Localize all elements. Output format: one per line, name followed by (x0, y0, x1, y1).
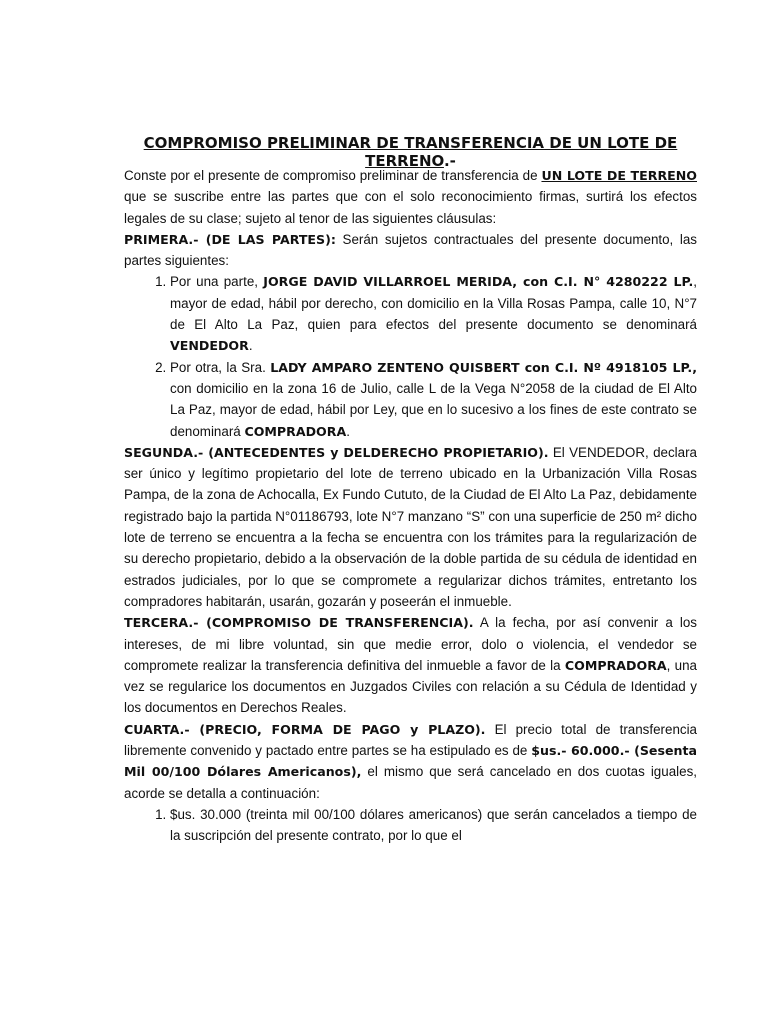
clause-primera (124, 229, 697, 272)
party-2-name: LADY AMPARO ZENTENO QUISBERT con C.I. Nº 4918105 LP., (270, 359, 698, 375)
clause-tercera-text-1: A la fecha, por así convenir a los intereses, de mi libre voluntad, sin que medie error, dolo o violencia, el vendedor se compromete realizar la transferencia definitiva del inmueble a favor de la (124, 615, 698, 673)
clause-cuarta-heading: CUARTA.- (PRECIO, FORMA DE PAGO y PLAZO). (124, 721, 486, 737)
party-1-text-2: , mayor de edad, hábil por derecho, con domicilio en la Villa Rosas Pampa, calle 10, N°7 de El Alto La Paz, quien para efectos del presente documento se denominará (170, 274, 697, 333)
party-1-text-3: . (248, 338, 253, 354)
list-item (170, 271, 697, 356)
intro-text-1: Conste por el presente de compromiso preliminar de transferencia de (124, 168, 542, 183)
intro-emphasis: UN LOTE DE TERRENO (541, 168, 697, 183)
party-2-text-3: . (346, 423, 350, 439)
clause-segunda-heading: SEGUNDA.- (ANTECEDENTES y DELDERECHO PROPIETARIO). (124, 444, 549, 460)
clause-tercera-emphasis: COMPRADORA (564, 657, 667, 673)
clause-tercera (124, 612, 697, 718)
clause-primera-text: Serán sujetos contractuales del presente documento, las partes siguientes: (124, 231, 697, 269)
parties-list (124, 271, 697, 441)
clause-cuarta-text-1: El precio total de transferencia libremente convenido y pactado entre partes se ha estipulado es de (124, 721, 698, 759)
clause-segunda-text: El VENDEDOR, declara ser único y legítimo propietario del lote de terreno ubicado en la Urbanización Villa Rosas Pampa, de la zona de Achocalla, Ex Fundo Cututo, de la Ciudad de El Alto La Paz, debidamente registrado bajo la partida N°01186793, lote N°7 manzano “S” con una superficie de 250 m² dicho lote de terreno se encuentra a la fecha se encuentra con los trámites para la regularización de su derecho propietario, debido a la observación de la doble partida de su cédula de identidad en estrados judiciales, por lo que se compromete a regularizar dichos trámites, entretanto los compradores habitarán, usarán, gozarán y poseerán el inmueble. (124, 444, 697, 609)
intro-paragraph (124, 165, 697, 229)
party-2-text-2: con domicilio en la zona 16 de Julio, calle L de la Vega N°2058 de la ciudad de El Alto La Paz, mayor de edad, hábil por Ley, que en lo sucesivo a los fines de este contrato se denominará (170, 380, 697, 439)
party-1-name: JORGE DAVID VILLARROEL MERIDA, con C.I. N° 4280222 LP. (263, 274, 694, 290)
clause-primera-heading: PRIMERA.- (DE LAS PARTES): (124, 231, 336, 247)
party-2-role: COMPRADORA (244, 423, 347, 439)
document-body (124, 165, 697, 847)
clause-tercera-text-2: , una vez se regularice los documentos en Juzgados Civiles con relación a su Cédula de Identidad y los documentos en Derechos Reales. (124, 657, 697, 716)
clause-tercera-heading: TERCERA.- (COMPROMISO DE TRANSFERENCIA). (124, 615, 474, 631)
title-suffix: .- (443, 152, 456, 170)
clause-segunda (124, 442, 697, 612)
party-1-text-1: Por una parte, (170, 274, 264, 290)
clause-cuarta-price: $us.- 60.000.- (Sesenta Mil 00/100 Dólares Americanos), (124, 743, 697, 780)
title-line-2: LOTE DE TERRENO (365, 134, 678, 170)
title-line-1: COMPROMISO PRELIMINAR DE TRANSFERENCIA DE UN (143, 134, 608, 152)
party-2-text-1: Por otra, la Sra. (170, 359, 271, 375)
intro-text-2: que se suscribe entre las partes que con el solo reconocimiento firmas, surtirá los efectos legales de su clase; sujeto al tenor de las siguientes cláusulas: (124, 189, 697, 226)
party-1-role: VENDEDOR (170, 338, 249, 354)
list-item (170, 357, 697, 442)
clause-cuarta-text-2: el mismo que será cancelado en dos cuotas iguales, acorde se detalla a continuación: (124, 764, 697, 801)
clause-cuarta (124, 719, 697, 804)
payments-list (124, 804, 697, 847)
list-item: 1. $us. 30.000 (treinta mil 00/100 dólares americanos) que serán cancelados a tiempo de la suscripción del presente contrato, por lo que el (170, 804, 697, 847)
